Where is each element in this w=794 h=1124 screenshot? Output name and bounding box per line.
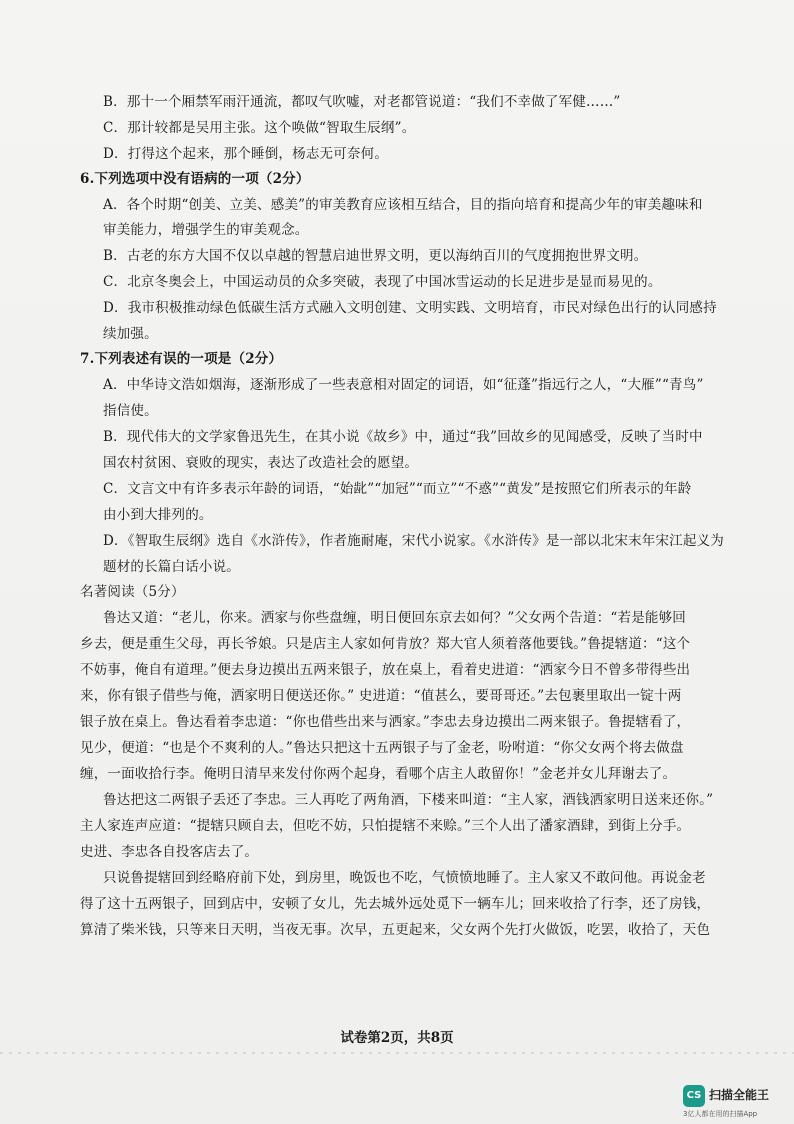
q6-option-a-line2: 审美能力，增强学生的审美观念。 [103,222,309,238]
reading-p3-line1: 只说鲁提辖回到经略府前下处，到房里，晚饭也不吃，气愤愤地睡了。主人家又不敢问他。再说金老 [103,870,706,886]
q7-stem: 7.下列表述有误的一项是（2分） [80,351,283,367]
q6-stem: 6.下列选项中没有语病的一项（2分） [80,171,310,187]
q6-option-b: B．古老的东方大国不仅以卓越的智慧启迪世界文明，更以海纳百川的气度拥抱世界文明。 [103,248,648,264]
q7-option-c-line1: C．文言文中有许多表示年龄的词语，“始龀”“加冠”“而立”“不惑”“黄发”是按照它们所表示的年龄 [103,481,692,497]
reading-p1-line4: 来，你有银子借些与俺，洒家明日便送还你。” 史进道：“值甚么，要哥哥还。”去包裹里取出一锭十两 [80,688,682,704]
reading-p2-line1: 鲁达把这二两银子丢还了李忠。三人再吃了两角酒，下楼来叫道：“主人家，酒钱洒家明日送来还你。” [103,792,714,808]
q5-option-d: D．打得这个起来，那个睡倒，杨志无可奈何。 [103,146,389,162]
reading-p3-line3: 算清了柴米钱，只等来日天明，当夜无事。次早，五更起来，父女两个先打火做饭，吃罢，收拾了，天色 [80,922,711,938]
q6-option-d-line1: D．我市积极推动绿色低碳生活方式融入文明创建、文明实践、文明培育，市民对绿色出行的认同感持 [103,300,717,316]
q7-option-d-line2: 题材的长篇白话小说。 [103,559,240,575]
scanner-app-name: 扫描全能王 [709,1088,770,1102]
reading-p1-line3: 不妨事，俺自有道理。”便去身边摸出五两来银子，放在桌上，看着史进道：“洒家今日不曾多带得些出 [80,662,691,678]
reading-p1-line1: 鲁达又道：“老儿，你来。洒家与你些盘缠，明日便回东京去如何？”父女两个告道：“若是能够回 [103,610,687,626]
scanner-tagline: 3亿人都在用的扫描App [683,1110,758,1118]
q7-option-d-line1: D．《智取生辰纲》选自《水浒传》，作者施耐庵，宋代小说家。《水浒传》是一部以北宋末年宋江起义为 [103,533,724,549]
reading-p2-line3: 史进、李忠各自投客店去了。 [80,844,259,860]
q6-option-d-line2: 续加强。 [103,326,158,342]
reading-p1-line7: 缠，一面收拾行李。俺明日清早来发付你两个起身，看哪个店主人敢留你！”金老并女儿拜谢去了。 [80,766,677,782]
q7-option-b-line2: 国农村贫困、衰败的现实，表达了改造社会的愿望。 [103,455,419,471]
scanner-watermark [683,1081,791,1121]
q6-option-a-line1: A．各个时期“创美、立美、感美”的审美教育应该相互结合，目的指向培育和提高少年的审美趣味和 [103,197,703,213]
reading-p3-line2: 得了这十五两银子，回到店中，安顿了女儿，先去城外远处觅下一辆车儿；回来收拾了行李，还了房钱， [80,896,711,912]
reading-p1-line2: 乡去，便是重生父母，再长爷娘。只是店主人家如何肯放？郑大官人须着落他要钱。”鲁提辖道：“这个 [80,636,691,652]
q7-option-a-line2: 指信使。 [103,403,158,419]
q7-option-b-line1: B．现代伟大的文学家鲁迅先生，在其小说《故乡》中，通过“我”回故乡的见闻感受，反映了当时中 [103,429,703,445]
camscanner-logo-icon: CS [683,1085,705,1107]
reading-p1-line6: 见少，便道：“也是个不爽利的人。”鲁达只把这十五两银子与了金老，吩咐道：“你父女两个将去做盘 [80,740,684,756]
q7-option-c-line2: 由小到大排列的。 [103,507,213,523]
scan-noise-divider [0,1052,794,1054]
reading-p1-line5: 银子放在桌上。鲁达看着李忠道：“你也借些出来与洒家。”李忠去身边摸出二两来银子。鲁提辖看了， [80,714,691,730]
q7-option-a-line1: A．中华诗文浩如烟海，逐渐形成了一些表意相对固定的词语，如“征蓬”指远行之人，“大雁”“青鸟” [103,377,704,393]
q5-option-c: C．那计较都是吴用主张。这个唤做“智取生辰纲”。 [103,120,416,136]
q5-option-b: B．那十一个厢禁军雨汗通流，都叹气吹嘘，对老都管说道：“我们不幸做了军健……” [103,94,621,110]
q6-option-c: C．北京冬奥会上，中国运动员的众多突破，表现了中国冰雪运动的长足进步是显而易见的。 [103,274,662,290]
reading-p2-line2: 主人家连声应道：“提辖只顾自去，但吃不妨，只怕提辖不来赊。”三个人出了潘家酒肆，到街上分手。 [80,818,691,834]
page-number: 试卷第2页，共8页 [340,1030,454,1046]
reading-heading: 名著阅读（5分） [80,584,185,600]
